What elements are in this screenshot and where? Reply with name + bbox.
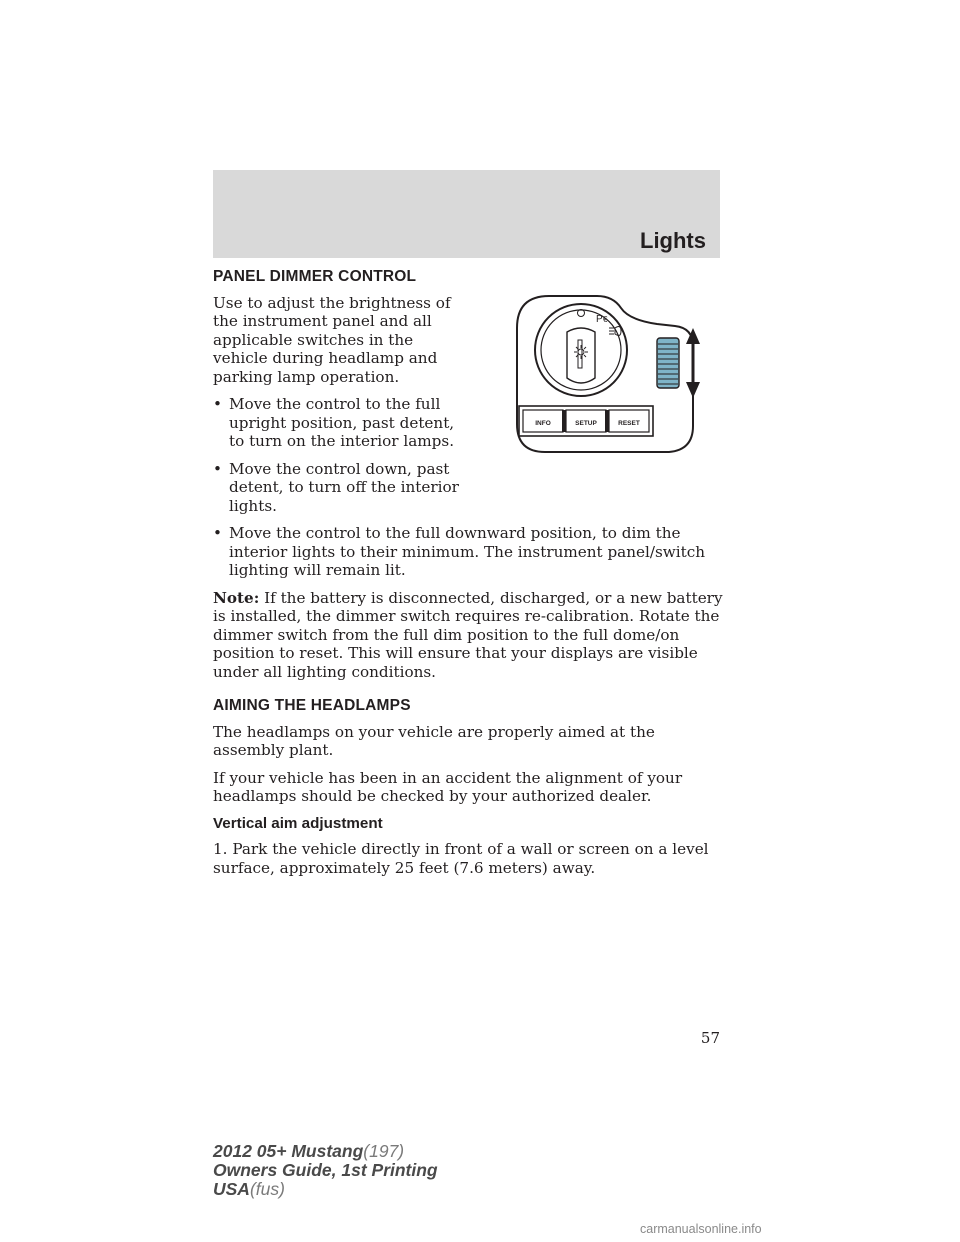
aiming-paragraph-1: The headlamps on your vehicle are properly aimed at the assembly plant.	[213, 722, 655, 759]
panel-dimmer-intro: Use to adjust the brightness of the instrument panel and all applicable switches in the vehicle during headlamp and parking lamp operation.	[213, 293, 451, 386]
list-item	[213, 395, 474, 451]
footer-guide: Owners Guide, 1st Printing	[213, 1160, 438, 1180]
footer-code: (197)	[363, 1141, 405, 1161]
section-title: Lights	[640, 228, 706, 253]
aiming-step-1: 1. Park the vehicle directly in front of a wall or screen on a level surface, approximately 25 feet (7.6 meters) away.	[213, 840, 709, 877]
watermark-link[interactable]: carmanualsonline.info	[640, 1222, 762, 1236]
note-text: If the battery is disconnected, discharged, or a new battery is installed, the dimmer switch requires re-calibration. Rotate the dimmer switch from the full dim position to the full dome/on position to reset. This will ensure that your displays are visible under all lighting conditions.	[213, 588, 723, 681]
setup-button-label: SETUP	[575, 420, 597, 427]
bullet-text: Move the control to the full upright position, past detent, to turn on the interior lamps.	[229, 395, 455, 450]
page-number: 57	[700, 1029, 720, 1047]
footer-model: 2012 05+ Mustang	[213, 1141, 364, 1161]
footer-region: USA	[213, 1179, 250, 1199]
info-button-label: INFO	[535, 420, 551, 427]
bullet-text: Move the control to the full downward position, to dim the interior lights to their minimum. The instrument panel/switch lighting will remain lit.	[229, 524, 706, 579]
note-label: Note:	[213, 588, 260, 607]
document-footer	[213, 1142, 438, 1199]
note-paragraph	[213, 589, 723, 682]
list-item	[213, 524, 723, 580]
section-header-band	[213, 170, 720, 258]
panel-dimmer-bullets	[213, 395, 723, 580]
bullet-symbol: •	[213, 395, 222, 413]
aiming-paragraph-2: If your vehicle has been in an accident the alignment of your headlamps should be checked by your authorized dealer.	[213, 768, 683, 805]
panel-dimmer-heading: PANEL DIMMER CONTROL	[213, 268, 417, 285]
list-item	[213, 460, 474, 516]
page-content	[213, 268, 723, 886]
parking-lamp-label: P	[596, 314, 603, 325]
vertical-aim-subheading: Vertical aim adjustment	[213, 814, 383, 832]
svg-text:€: €	[603, 315, 608, 324]
bullet-symbol: •	[213, 459, 222, 478]
bullet-symbol: •	[213, 524, 222, 542]
bullet-text: Move the control down, past detent, to turn off the interior lights.	[229, 459, 459, 515]
footer-region-code: (fus)	[249, 1179, 285, 1199]
aiming-heading: AIMING THE HEADLAMPS	[213, 697, 411, 714]
reset-button-label: RESET	[618, 420, 640, 427]
